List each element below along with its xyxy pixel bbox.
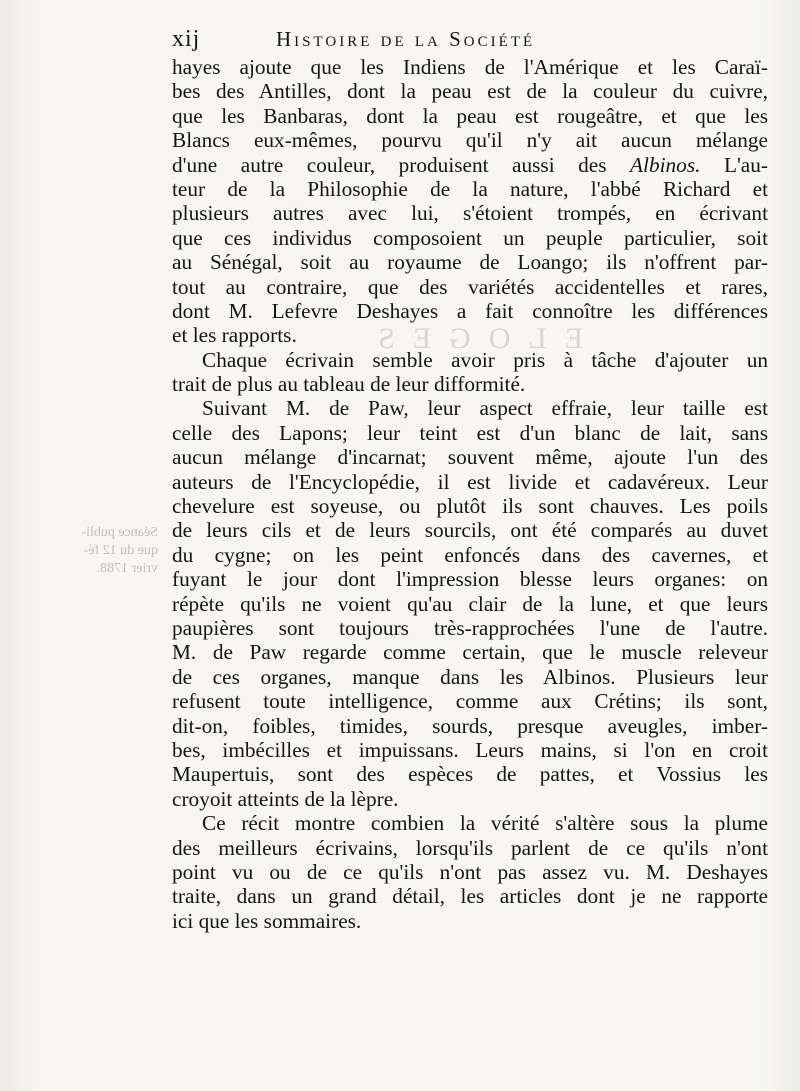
text-line: que ces individus composoient un peuple particulier, soit (172, 225, 768, 250)
text-line: Suivant M. de Paw, leur aspect effraie, leur taille est (202, 396, 768, 421)
text-line: de ces organes, manque dans les Albinos. Plusieurs leur (172, 664, 768, 689)
paragraph-4 (172, 811, 768, 933)
text-line: Blancs eux-mêmes, pourvu qu'il n'y ait aucun mélange (172, 128, 768, 153)
text-line: M. de Paw regarde comme certain, que le muscle releveur (172, 640, 768, 665)
margin-note-line: Séance publi- (81, 525, 158, 540)
page-header (172, 22, 772, 58)
text-line: dont M. Lefevre Deshayes a fait connoître les différences (172, 298, 768, 323)
text-line: bes, imbécilles et impuissans. Leurs mains, si l'on en croit (172, 737, 768, 762)
margin-note-line: que du 12 fé- (83, 543, 158, 558)
text-line: chevelure est soyeuse, ou plutôt ils sont chauves. Les poils (172, 494, 768, 519)
text-line: de leurs cils et de leurs sourcils, ont été comparés au duvet (172, 518, 768, 543)
text-line: auteurs de l'Encyclopédie, il est livide et cadavéreux. Leur (172, 469, 768, 494)
paragraph-3 (172, 396, 768, 811)
text-segment: L'au- (700, 152, 768, 177)
text-line: teur de la Philosophie de la nature, l'abbé Richard et (172, 176, 768, 201)
text-line: paupières sont toujours très-rapprochées l'une de l'autre. (172, 615, 768, 640)
text-line: fuyant le jour dont l'impression blesse leurs organes: on (172, 567, 768, 592)
text-line (172, 153, 768, 177)
text-line: traite, dans un grand détail, les articles dont je ne rapporte (172, 884, 768, 909)
text-line: trait de plus au tableau de leur difformité. (172, 372, 526, 397)
text-line: des meilleurs écrivains, lorsqu'ils parlent de ce qu'ils n'ont (172, 835, 768, 860)
paragraph-2 (172, 348, 768, 397)
text-line: Ce récit montre combien la vérité s'altère sous la plume (202, 811, 768, 836)
margin-note-line: vrier 1788. (96, 561, 158, 576)
paragraph-1 (172, 55, 768, 348)
body-text (172, 55, 768, 933)
text-line: Maupertuis, sont des espèces de pattes, et Vossius les (172, 762, 768, 787)
text-line: que les Banbaras, dont la peau est rougeâtre, et que les (172, 103, 768, 128)
text-line: tout au contraire, que des variétés accidentelles et rares, (172, 274, 768, 299)
running-title: Histoire de la Société (276, 27, 536, 51)
show-through-text: ELOGES (360, 322, 583, 355)
text-line: ici que les sommaires. (172, 908, 362, 933)
text-line: et les rapports. (172, 323, 297, 348)
text-line: hayes ajoute que les Indiens de l'Amérique et les Caraï- (172, 55, 768, 79)
text-line: Chaque écrivain semble avoir pris à tâche d'ajouter un (202, 347, 768, 372)
text-line: répète qu'ils ne voient qu'au clair de la lune, et que leurs (172, 591, 768, 616)
text-line: celle des Lapons; leur teint est d'un blanc de lait, sans (172, 420, 768, 445)
text-line: refusent toute intelligence, comme aux Crétins; ils sont, (172, 689, 768, 714)
text-line: bes des Antilles, dont la peau est de la couleur du cuivre, (172, 79, 768, 104)
text-line: point vu ou de ce qu'ils n'ont pas assez vu. M. Deshayes (172, 859, 768, 884)
text-segment: d'une autre couleur, produisent aussi des (172, 152, 631, 177)
text-line: aucun mélange d'incarnat; souvent même, ajoute l'un des (172, 445, 768, 470)
margin-note (58, 524, 158, 578)
italic-word: Albinos. (630, 152, 701, 177)
text-line: croyoit atteints de la lèpre. (172, 786, 399, 811)
text-line: plusieurs autres avec lui, s'étoient trompés, en écrivant (172, 201, 768, 226)
page-number: xij (172, 26, 201, 52)
text-line: du cygne; on les peint enfoncés dans des cavernes, et (172, 542, 768, 567)
text-line: au Sénégal, soit au royaume de Loango; ils n'offrent par- (172, 250, 768, 275)
text-line: dit-on, foibles, timides, sourds, presque aveugles, imber- (172, 713, 768, 738)
